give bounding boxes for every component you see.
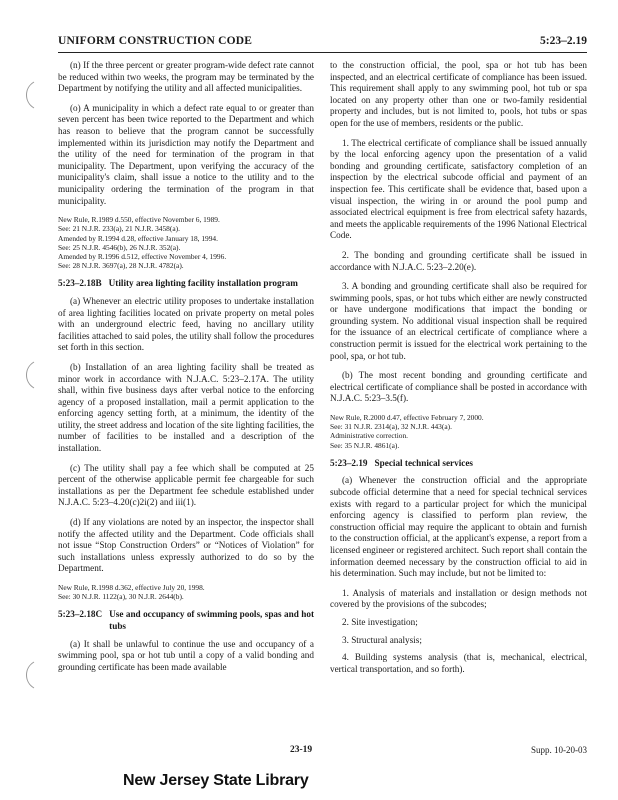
history-note — [58, 583, 314, 601]
right-column — [330, 60, 587, 681]
history-line: Amended by R.1994 d.28, effective January 18, 1994. — [58, 233, 218, 243]
left-column — [58, 60, 314, 681]
list-item: 2. Site investigation; — [342, 616, 418, 627]
paragraph-continuation: to the construction official, the pool, spa or hot tub has been inspected, and an electrical certificate of compliance has been issued. This requirement shall apply to any swimming pool, hot tub or spa located on any property other than one or two-family residential property and includes, but is not limited to, pools, hot tubs or spas open for the use of members, residents or the public. — [330, 60, 587, 128]
paragraph-b: (b) The most recent bonding and grounding certificate and electrical certificate of compliance shall be posted in accordance with N.J.A.C. 5:23–3.5(f). — [330, 370, 587, 404]
history-line: See: 25 N.J.R. 4546(b), 26 N.J.R. 352(a). — [58, 242, 181, 252]
history-line: New Rule, R.1989 d.550, effective November 6, 1989. — [58, 215, 220, 225]
section-title: Special technical services — [374, 457, 474, 468]
history-line: New Rule, R.2000 d.47, effective February 7, 2000. — [330, 413, 484, 423]
running-header — [58, 34, 587, 53]
list-item: 3. Structural analysis; — [342, 634, 422, 645]
section-number: 5:23–2.18C — [58, 609, 103, 620]
header-section-number: 5:23–2.19 — [540, 35, 587, 47]
history-line: See: 35 N.J.R. 4861(a). — [330, 440, 400, 450]
paragraph-18c-a: (a) It shall be unlawful to continue the use and occupancy of a swimming pool, spa or hot tub until a copy of a valid bonding and grounding certificate has been made available — [58, 638, 314, 672]
history-line: See: 30 N.J.R. 1122(a), 30 N.J.R. 2644(b). — [58, 592, 184, 602]
history-line: Amended by R.1996 d.512, effective November 4, 1996. — [58, 251, 227, 261]
section-heading-18c — [58, 609, 314, 632]
history-line: See: 31 N.J.R. 2314(a), 32 N.J.R. 443(a). — [330, 422, 452, 432]
section-number: 5:23–2.19 — [330, 457, 368, 468]
history-line: See: 21 N.J.R. 233(a), 21 N.J.R. 3458(a). — [58, 224, 180, 234]
section-number: 5:23–2.18B — [58, 278, 102, 289]
list-item-3: 3. A bonding and grounding certificate shall also be required for swimming pools, spas, or hot tubs which either are newly constructed or have undergone modifications that impact the bonding or grounding system. No additional visual inspection shall be required for the issuance of an electrical certificate of compliance where a construction permit is issued for the electrical work pertaining to the pool, spa, or hot tub. — [330, 281, 587, 361]
margin-bracket-mark — [20, 660, 38, 690]
list-item: 4. Building systems analysis (that is, mechanical, electrical, vertical transportation, and so forth). — [330, 652, 587, 674]
section-heading-18b — [58, 278, 314, 290]
history-line: New Rule, R.1998 d.362, effective July 20, 1998. — [58, 583, 205, 592]
section-heading-19 — [330, 458, 587, 470]
paragraph-18b-d: (d) If any violations are noted by an inspector, the inspector shall notify the affected utility and the Department. Code officials shall not issue “Stop Construction Orders” or “Notices of Violation” for such installations unless expressly authorized to do so by the Department. — [58, 517, 314, 574]
paragraph-o: (o) A municipality in which a defect rate equal to or greater than seven percent has been twice reported to the Department and which has reason to believe that the program cannot be successfully implemented within its jurisdiction may notify the Department and the utility of the need for termination of the program in that municipality. The Department, upon verifying the accuracy of the municipality's claim, shall issue a notice to the utility and to the municipality ordering the termination of the program in that municipality. — [58, 102, 314, 206]
list-item: 1. Analysis of materials and installation or design methods not covered by the provisions of the subcodes; — [330, 587, 587, 610]
history-note — [330, 413, 587, 450]
page-number: 23-19 — [290, 745, 313, 755]
paragraph-18b-a: (a) Whenever an electric utility proposes to undertake installation of area lighting facilities located on private property on metal poles with an underground electric feed, having no ancillary utility facilities attached to said poles, the utility shall follow the procedures set forth in this section. — [58, 295, 314, 353]
paragraph-19-a: (a) Whenever the construction official and the appropriate subcode official determine that a need for special technical services exists with regard to a particular project for which the municipal enforcing agency is classified to perform plan review, the construction official may require the applicant to obtain and furnish to the construction official, at the applicant's expense, a report from a licensed engineer or registered architect. Such report shall contain the information deemed necessary by the construction official to aid in his determination. Such may include, but not be limited to: — [330, 475, 587, 579]
list-item-1: 1. The electrical certificate of compliance shall be issued annually by the local enforcing agency upon the presentation of a valid bonding and grounding certificate, satisfactory completion of an inspection by the electrical subcode official and payment of an inspection fee. This certificate shall be evidence that, based upon a visual inspection, the wiring in or around the pool pump and associated electrical equipment is free from electrical safety hazards, and meets the applicable requirements of the 1996 National Electrical Code. — [330, 137, 587, 241]
paragraph-18b-c: (c) The utility shall pay a fee which shall be computed at 25 percent of the otherwise applicable permit fee chargeable for such installations as per the Department fee schedule established under N.J.A.C. 5:23–4.20(c)2i(2) and iii(1). — [58, 462, 314, 508]
library-stamp: New Jersey State Library — [123, 772, 309, 789]
margin-bracket-mark — [20, 80, 38, 110]
header-title: UNIFORM CONSTRUCTION CODE — [58, 35, 253, 47]
paragraph-n: (n) If the three percent or greater program-wide defect rate cannot be reduced within two weeks, the program may be terminated by the Department by notifying the utility and all affected municipalities. — [58, 60, 314, 94]
history-note — [58, 215, 314, 270]
history-line: Administrative correction. — [330, 431, 408, 441]
list-item-2: 2. The bonding and grounding certificate shall be issued in accordance with N.J.A.C. 5:23–2.20(e). — [330, 249, 587, 272]
paragraph-18b-b: (b) Installation of an area lighting facility shall be treated as minor work in accordance with N.J.A.C. 5:23–2.17A. The utility shall, within five business days after verbal notice to the enforcing agency of a proposed installation, mail a permit application to the enforcing agency setting forth, at a minimum, the identity of the utility, the street address and location of the site lighting facilities, the number of facilities to be installed and a description of the installation. — [58, 361, 314, 454]
section-title: Utility area lighting facility installation program — [108, 278, 298, 289]
margin-bracket-mark — [20, 360, 38, 390]
section-title: Use and occupancy of swimming pools, spas and hot tubs — [109, 609, 314, 631]
history-line: See: 28 N.J.R. 3697(a), 28 N.J.R. 4782(a). — [58, 261, 184, 271]
supplement-date: Supp. 10-20-03 — [531, 745, 587, 755]
